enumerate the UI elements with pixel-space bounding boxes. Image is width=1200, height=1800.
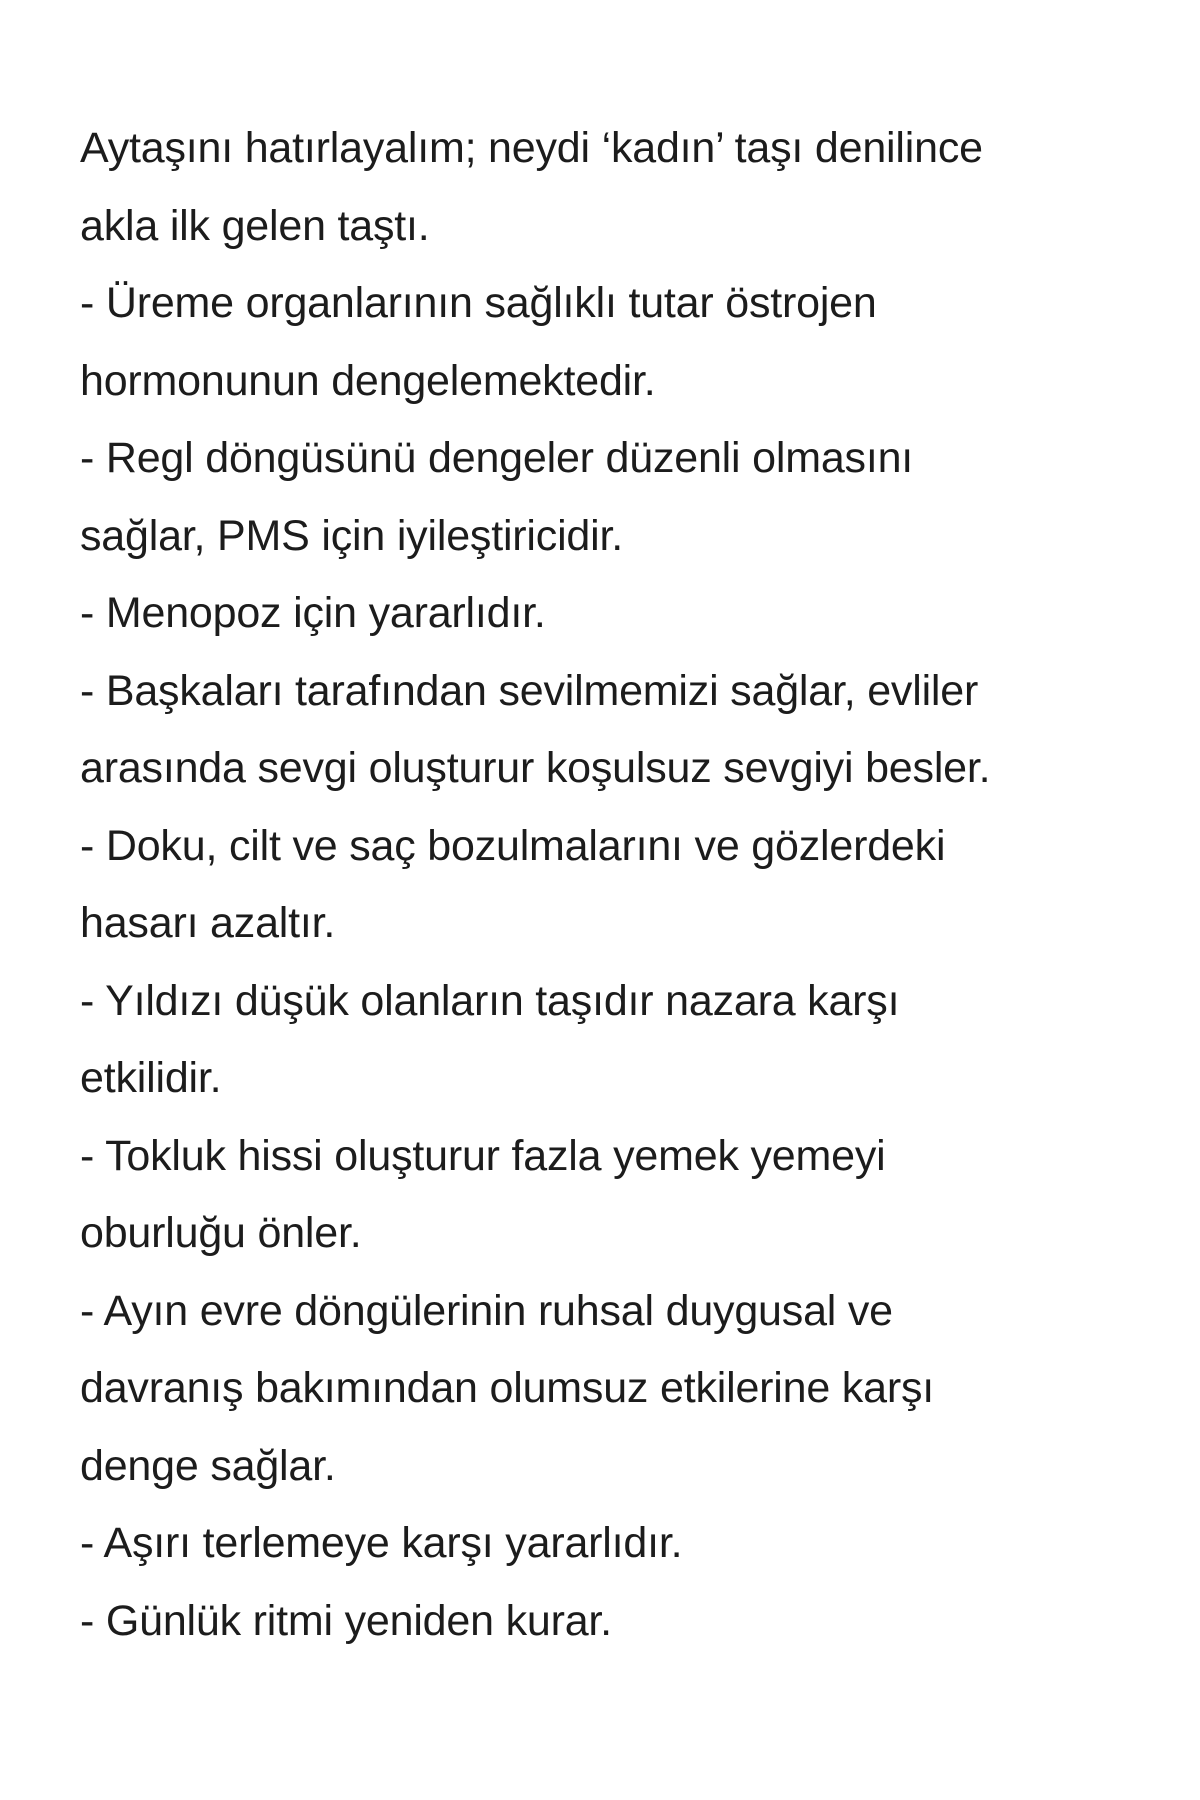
note-line: arasında sevgi oluşturur koşulsuz sevgiyi besler. xyxy=(80,744,991,792)
note-line: - Aşırı terlemeye karşı yararlıdır. xyxy=(80,1519,683,1567)
note-line-intro-2: akla ilk gelen taştı. xyxy=(80,201,430,250)
note-line: - Yıldızı düşük olanların taşıdır nazara karşı xyxy=(80,976,900,1025)
note-line: denge sağlar. xyxy=(80,1441,336,1490)
note-line-intro-1: Aytaşını hatırlayalım; neydi ‘kadın’ taşı denilince xyxy=(80,124,983,172)
note-line: - Günlük ritmi yeniden kurar. xyxy=(80,1596,612,1645)
note-line: oburluğu önler. xyxy=(80,1209,362,1257)
note-line: sağlar, PMS için iyileştiricidir. xyxy=(80,511,623,560)
note-line: - Tokluk hissi oluşturur fazla yemek yemeyi xyxy=(80,1131,886,1180)
note-line: etkilidir. xyxy=(80,1054,222,1102)
note-line: - Regl döngüsünü dengeler düzenli olmasını xyxy=(80,434,914,482)
note-body[interactable] xyxy=(80,110,1140,1660)
note-line: hasarı azaltır. xyxy=(80,899,336,947)
note-line: - Menopoz için yararlıdır. xyxy=(80,589,546,637)
note-line: - Üreme organlarının sağlıklı tutar östrojen xyxy=(80,279,877,327)
note-line: - Ayın evre döngülerinin ruhsal duygusal ve xyxy=(80,1286,893,1335)
note-line: - Başkaları tarafından sevilmemizi sağlar, evliler xyxy=(80,666,979,715)
note-line: - Doku, cilt ve saç bozulmalarını ve gözlerdeki xyxy=(80,821,946,870)
note-line: hormonunun dengelemektedir. xyxy=(80,356,656,405)
note-line: davranış bakımından olumsuz etkilerine karşı xyxy=(80,1364,934,1412)
